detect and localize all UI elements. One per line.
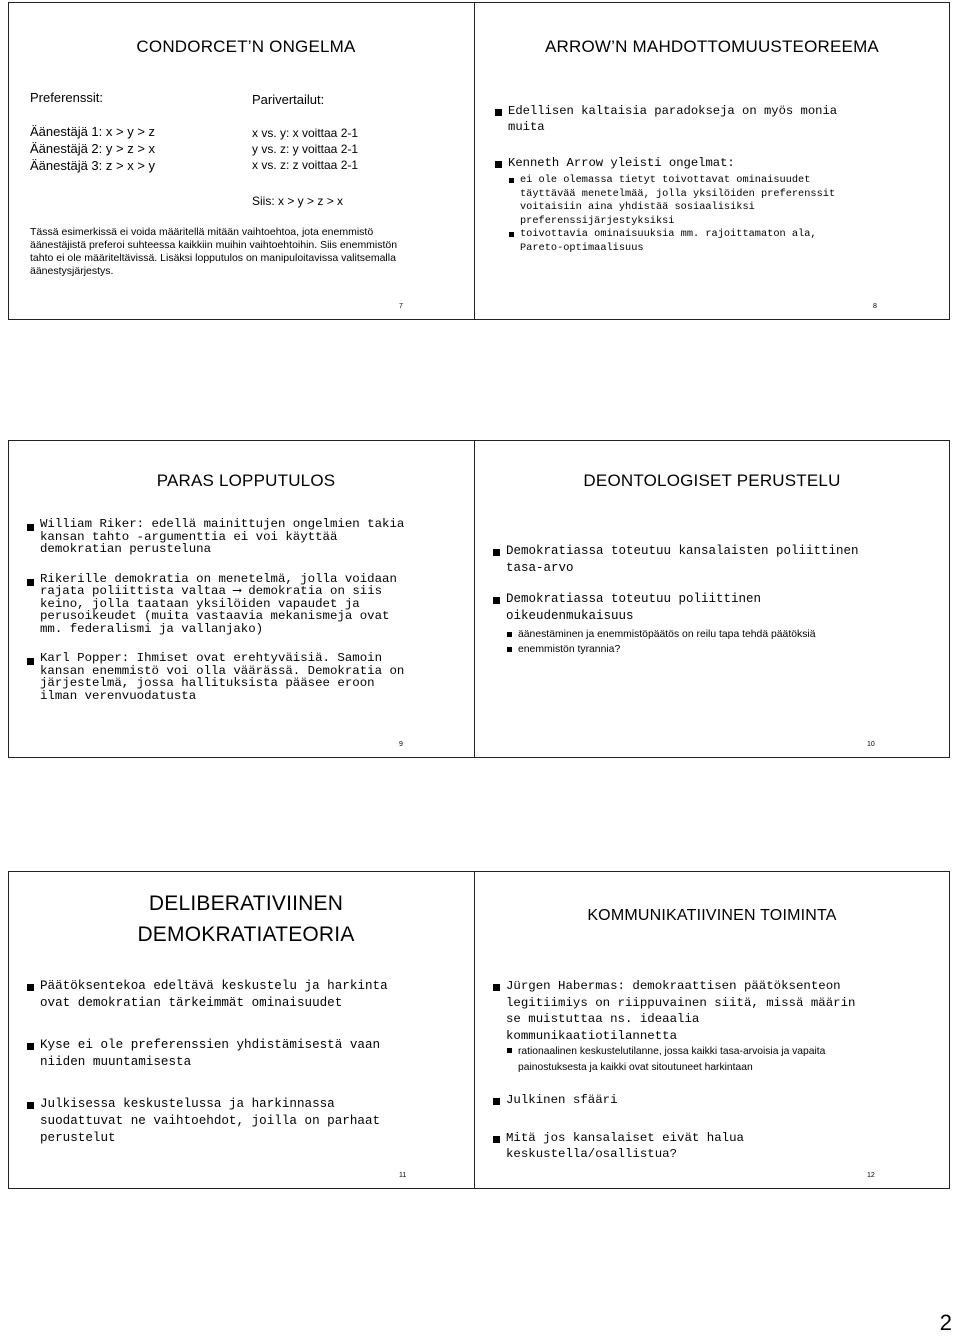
bullet-item [492,543,872,577]
bullet-item [492,1130,877,1163]
cycle-result: Siis: x > y > z > x [252,194,344,208]
bullet-list [492,543,872,657]
sub-bullet-list [506,1044,877,1076]
bullet-text: Mitä jos kansalaiset eivät halua keskustella/osallistua? [506,1130,744,1161]
slide-number: 8 [873,303,877,310]
pairwise-line: y vs. z: y voittaa 2-1 [252,142,359,156]
pairwise-heading: Parivertailut: [252,92,325,107]
slide-title [9,888,483,950]
slide-9 [8,440,484,758]
slide-title: DEONTOLOGISET PERUSTELU [583,471,841,490]
slide-7 [8,2,484,320]
pairwise-line: x vs. z: z voittaa 2-1 [252,158,359,172]
voter-line: Äänestäjä 1: x > y > z [30,124,156,139]
slide-8 [474,2,950,320]
slide-number: 9 [399,741,403,748]
bullet-text: Demokratiassa toteutuu poliittinen oikeudenmukaisuus [506,592,762,623]
slide-title: CONDORCET’N ONGELMA [136,37,356,56]
bullet-item: William Riker: edellä mainittujen ongelmien takia kansan tahto -argumenttia ei voi käyttää demokratian perusteluna [26,518,406,556]
slide-number: 10 [867,741,875,748]
slide-number: 12 [867,1172,875,1179]
slide-11 [8,871,484,1189]
sub-bullet-item: enemmistön tyrannia? [506,643,872,658]
bullet-item [492,1092,877,1109]
sub-bullet-item: äänestäminen ja enemmistöpäätös on reilu tapa tehdä päätöksiä [506,628,872,643]
bullet-text: Jürgen Habermas: demokraattisen päätöksenteon legitiimiys on riippuvainen siitä, missä määrin se muistuttaa ns. ideaalia kommunikaatiotilannetta [506,979,856,1043]
slide-number: 11 [399,1172,407,1179]
bullet-item: Kyse ei ole preferenssien yhdistämisestä vaan niiden muuntamisesta [26,1037,411,1071]
bullet-text: Kenneth Arrow yleisti ongelmat: [508,156,735,170]
slide-10 [474,440,950,758]
title-line: DELIBERATIVIINEN [148,892,344,915]
bullet-list [492,978,877,1163]
bullet-text: Demokratiassa toteutuu kansalaisten poliittinen tasa-arvo [506,544,859,575]
bullet-list [26,518,406,702]
voter-line: Äänestäjä 3: z > x > y [30,158,156,173]
bullet-item: Päätöksentekoa edeltävä keskustelu ja harkinta ovat demokratian tärkeimmät ominaisuudet [26,978,411,1012]
bullet-list [494,103,864,255]
preferences-heading: Preferenssit: [30,90,103,105]
title-line: DEMOKRATIATEORIA [137,923,355,946]
sub-bullet-list [508,174,864,255]
bullet-text: Julkinen sfääri [506,1093,618,1107]
sub-bullet-item: rationaalinen keskustelutilanne, jossa kaikki tasa-arvoisia ja vapaita painostuksesta ja kaikki ovat sitoutuneet harkintaan [506,1044,877,1076]
bullet-item [494,103,864,135]
sub-bullet-list [506,628,872,657]
slide-number: 7 [399,303,403,310]
bullet-item: Julkisessa keskustelussa ja harkinnassa suodattuvat ne vaihtoehdot, joilla on parhaat perustelut [26,1096,411,1147]
slide-title: ARROW’N MAHDOTTOMUUSTEOREEMA [545,37,879,56]
bullet-item [492,591,872,657]
sub-bullet-item: ei ole olemassa tietyt toivottavat ominaisuudet täyttävää menetelmää, jolla yksilöiden preferenssit voitaisiin aina yhdistää sosiaalisiksi preferenssijärjestyksiksi [508,174,864,228]
pairwise-line: x vs. y: x voittaa 2-1 [252,126,359,140]
bullet-item: Rikerille demokratia on menetelmä, jolla voidaan rajata poliittista valtaa ⟶ demokratia on siis keino, jolla taataan yksilöiden vapaudet ja perusoikeudet (muita vastaavia mekanismeja ovat mm. federalismi ja vallanjako) [26,573,406,636]
pairwise-list [252,125,358,173]
voter-line: Äänestäjä 2: y > z > x [30,141,156,156]
document-page-number: 2 [939,1310,952,1335]
slide-title: PARAS LOPPUTULOS [156,471,336,490]
voter-list [30,123,155,174]
bullet-item: Karl Popper: Ihmiset ovat erehtyväisiä. Samoin kansan enemmistö voi olla väärässä. Demokratia on järjestelmä, jossa hallituksista pääsee eroon ilman verenvuodatusta [26,652,406,702]
bullet-item [492,978,877,1076]
bullet-item [494,155,864,255]
explanation-paragraph: Tässä esimerkissä ei voida määritellä mitään vaihtoehtoa, jota enemmistö äänestäjistä preferoi suhteessa kaikkiin muihin vaihtoehtoihin. Siis enemmistön tahto ei ole määriteltävissä. Lisäksi lopputulos on manipuloitavissa valitsemalla äänestysjärjestys. [30,226,398,277]
slide-12 [474,871,950,1189]
bullet-list [26,978,411,1147]
sub-bullet-item: toivottavia ominaisuuksia mm. rajoittamaton ala, Pareto-optimaalisuus [508,228,864,255]
bullet-text: Edellisen kaltaisia paradokseja on myös monia muita [508,104,838,134]
slide-title: KOMMUNIKATIIVINEN TOIMINTA [587,907,837,924]
